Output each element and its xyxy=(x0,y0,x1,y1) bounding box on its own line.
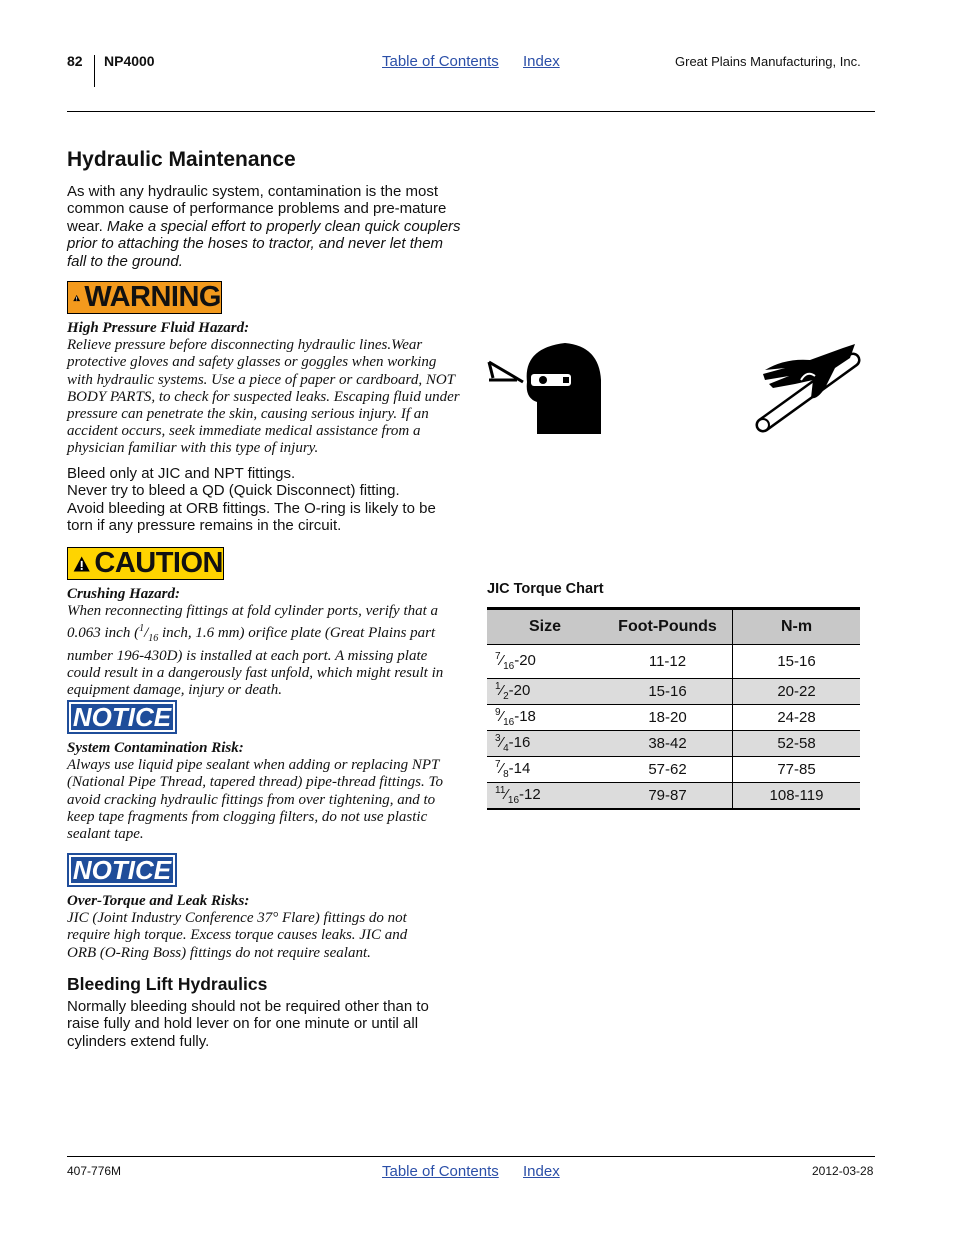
foot-pounds-cell: 18-20 xyxy=(603,705,733,731)
warning-triangle-icon xyxy=(73,285,80,311)
size-denominator: 2 xyxy=(503,691,509,702)
bleed-note-2: Never try to bleed a QD (Quick Disconnect) fitting. xyxy=(67,482,400,500)
caution-label: CAUTION xyxy=(94,547,223,579)
table-row xyxy=(487,731,860,757)
size-numerator: 7 xyxy=(495,759,501,770)
foot-pounds-cell: 11-12 xyxy=(603,645,733,679)
toc-link[interactable]: Table of Contents xyxy=(382,1163,499,1180)
table-row xyxy=(487,757,860,783)
notice-text: Always use liquid pipe sealant when adding or replacing NPT (National Pipe Thread, tapered thread) pipe-thread fittings. To avoid cracking hydraulic fittings from over tightening, and to keep tape fragments from clogging filters, do not use plastic sealant tape. xyxy=(67,757,443,843)
size-denominator: 16 xyxy=(503,717,515,728)
notice-title: Over-Torque and Leak Risks: xyxy=(67,893,250,909)
size-thread: -20 xyxy=(514,652,536,669)
size-numerator: 9 xyxy=(495,707,501,718)
size-cell: $^7⁄_{16}-20$ xyxy=(487,645,603,679)
bleed-note-1: Bleed only at JIC and NPT fittings. xyxy=(67,465,296,482)
nm-cell: 77-85 xyxy=(733,757,861,783)
column-header: Foot-Pounds xyxy=(603,609,733,645)
nm-cell: 52-58 xyxy=(733,731,861,757)
header-divider xyxy=(94,55,95,87)
column-header: Size xyxy=(487,609,603,645)
foot-pounds-cell: 57-62 xyxy=(603,757,733,783)
size-thread: -18 xyxy=(514,708,536,725)
nm-cell: 20-22 xyxy=(733,679,861,705)
warning-label: WARNING xyxy=(84,281,221,313)
size-cell: $^3⁄_4-16$ xyxy=(487,731,603,757)
notice-label: NOTICE xyxy=(72,701,172,732)
notice-label: NOTICE xyxy=(72,854,172,885)
notice-title: System Contamination Risk: xyxy=(67,740,244,756)
caution-sign xyxy=(67,547,224,580)
bleed-note-3: Avoid bleeding at ORB fittings. The O-ring is likely to be torn if any pressure remains in the circuit. xyxy=(67,499,436,535)
nm-cell: 15-16 xyxy=(733,645,861,679)
intro-paragraph xyxy=(67,183,462,270)
nm-cell: 108-119 xyxy=(733,783,861,810)
nm-cell: 24-28 xyxy=(733,705,861,731)
intro-plain: As with any hydraulic system, contamination is the most common cause of performance problems and pre-mature wear. xyxy=(67,183,447,235)
warning-triangle-icon xyxy=(73,551,90,577)
index-link[interactable]: Index xyxy=(523,53,560,70)
bleed-notes xyxy=(67,465,462,535)
size-numerator: 7 xyxy=(495,651,501,662)
size-numerator: 3 xyxy=(495,733,501,744)
size-cell: $^9⁄_{16}-18$ xyxy=(487,705,603,731)
warning-text: Relieve pressure before disconnecting hydraulic lines.Wear protective gloves and safety glasses or goggles when working with hydraulic systems. Use a piece of paper or cardboard, NOT BODY PARTS, to check for suspected leaks. Escaping fluid under pressure can penetrate the skin, causing serious injury. If an accident occurs, seek immediate medical assistance from a physician familiar with this type of injury. xyxy=(67,337,460,457)
size-denominator: 8 xyxy=(503,769,509,780)
caution-title: Crushing Hazard: xyxy=(67,586,180,602)
size-thread: -12 xyxy=(519,786,541,803)
table-row xyxy=(487,783,860,810)
bleeding-text: Normally bleeding should not be required other than to raise fully and hold lever on for one minute or until all cylinders extend fully. xyxy=(67,998,429,1050)
doc-number: 407-776M xyxy=(67,1164,122,1178)
intro-italic: Make a special effort to properly clean quick couplers prior to attaching the hoses to tractor, and never let them fall to the ground. xyxy=(67,217,461,270)
foot-pounds-cell: 79-87 xyxy=(603,783,733,810)
section-title: Hydraulic Maintenance xyxy=(67,148,296,171)
fraction-denominator: 16 xyxy=(148,633,159,645)
page-number: 82 xyxy=(67,53,83,69)
fraction-numerator: 1 xyxy=(139,623,145,635)
size-thread: -16 xyxy=(508,734,531,751)
hand-leak-check-icon xyxy=(755,340,865,435)
size-denominator: 16 xyxy=(503,661,515,672)
size-denominator: 4 xyxy=(503,743,509,754)
size-cell: $^{11}⁄_{16}-12$ xyxy=(487,783,603,810)
size-numerator: 11 xyxy=(495,785,506,796)
table-row xyxy=(487,705,860,731)
notice-message xyxy=(67,740,462,843)
foot-pounds-cell: 38-42 xyxy=(603,731,733,757)
size-cell: $^1⁄_2-20$ xyxy=(487,679,603,705)
caution-text-b: inch, 1.6 mm) orifice plate (Great Plains part number 196-430D) is installed at each port. A missing plate could result in a dangerously fast unfold, which might result in equipment damage, injury or death. xyxy=(67,625,444,699)
size-cell: $^7⁄_8-14$ xyxy=(487,757,603,783)
warning-title: High Pressure Fluid Hazard: xyxy=(67,320,250,336)
size-thread: -20 xyxy=(508,682,531,699)
company-name: Great Plains Manufacturing, Inc. xyxy=(675,54,861,69)
foot-pounds-cell: 15-16 xyxy=(603,679,733,705)
index-link[interactable]: Index xyxy=(523,1163,560,1180)
caution-message: Crushing Hazard: When reconnecting fittings at fold cylinder ports, verify that a 0.063 inch ($^1/_{16}$ inch, 1.6 mm) orifice plate (Great Plains part number 196-430D) is installed at each port. A missing plate could result in a dangerously fast unfold, which might result in equipment damage, injury or death. xyxy=(67,586,462,699)
notice-sign xyxy=(67,853,177,887)
warning-sign xyxy=(67,281,222,314)
size-numerator: 1 xyxy=(495,681,501,692)
column-header: N-m xyxy=(733,609,861,645)
caution-text-a: When reconnecting fittings at fold cylinder ports, verify that a 0.063 inch ( xyxy=(67,603,439,642)
toc-link[interactable]: Table of Contents xyxy=(382,53,499,70)
subsection-title: Bleeding Lift Hydraulics xyxy=(67,974,268,994)
footer-rule xyxy=(67,1156,875,1157)
jic-torque-table xyxy=(487,607,860,810)
notice-message xyxy=(67,893,437,962)
table-header-row xyxy=(487,609,860,645)
safety-glasses-icon xyxy=(487,340,605,436)
table-row xyxy=(487,679,860,705)
model-name: NP4000 xyxy=(104,53,155,69)
notice-sign xyxy=(67,700,177,734)
size-denominator: 16 xyxy=(507,795,520,806)
footer-date: 2012-03-28 xyxy=(812,1164,874,1178)
notice-text: JIC (Joint Industry Conference 37° Flare) fittings do not require high torque. Excess torque causes leaks. JIC and ORB (O-Ring Boss) fittings do not require sealant. xyxy=(67,910,408,961)
table-row xyxy=(487,645,860,679)
header-rule xyxy=(67,111,875,112)
size-thread: -14 xyxy=(508,760,531,777)
warning-message xyxy=(67,320,462,458)
chart-title: JIC Torque Chart xyxy=(487,581,604,597)
